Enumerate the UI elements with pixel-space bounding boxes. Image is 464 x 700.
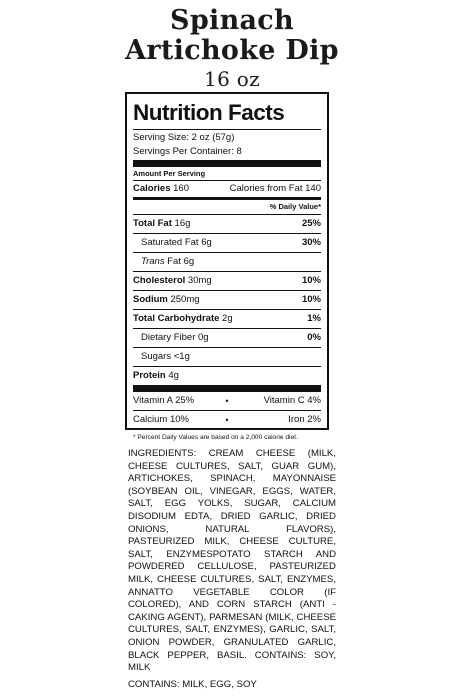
product-name-line1: Spinach xyxy=(170,5,294,36)
divider xyxy=(133,180,321,181)
daily-value-header-row xyxy=(133,202,321,212)
nutrient-label: Protein xyxy=(133,370,166,381)
bullet-icon: • xyxy=(225,415,229,425)
nutrient-amount: 6g xyxy=(201,237,212,248)
iron: Iron 2% xyxy=(288,414,321,425)
daily-value-footnote: * Percent Daily Values are based on a 2,000 calorie diet. xyxy=(133,434,298,441)
nutrient-label: Trans xyxy=(141,256,165,267)
product-size: 16 oz xyxy=(204,67,260,91)
daily-value-header: % Daily Value* xyxy=(269,202,321,211)
divider xyxy=(133,328,321,329)
nutrient-dv: 30% xyxy=(301,237,321,248)
divider xyxy=(133,129,321,130)
trans-fat-row xyxy=(133,256,321,268)
mineral-row xyxy=(133,414,321,426)
divider xyxy=(133,290,321,291)
saturated-fat-row xyxy=(133,237,321,249)
nutrient-label: Cholesterol xyxy=(133,275,186,286)
nutrient-amount: 30mg xyxy=(187,275,212,286)
calories-row xyxy=(133,183,321,195)
protein-row xyxy=(133,370,321,382)
divider xyxy=(133,410,321,411)
product-name-line2: Artichoke Dip xyxy=(125,35,339,66)
vitamin-a: Vitamin A 25% xyxy=(133,395,195,406)
vitamin-row xyxy=(133,395,321,407)
nutrient-amount: 0g xyxy=(198,332,209,343)
nutrition-facts-panel xyxy=(125,92,329,441)
nutrient-amount: 4g xyxy=(168,370,179,381)
divider-thick xyxy=(133,385,321,392)
nutrient-amount: 2g xyxy=(222,313,233,324)
calories-value: 160 xyxy=(173,183,189,194)
nutrient-dv: 0% xyxy=(307,332,321,343)
divider-medium xyxy=(133,197,321,200)
servings-per-container: Servings Per Container: 8 xyxy=(133,146,242,157)
nutrient-label: Dietary Fiber xyxy=(141,332,196,343)
allergen-contains: CONTAINS: MILK, EGG, SOY xyxy=(128,679,257,690)
cholesterol-row xyxy=(133,275,321,287)
sugars-row xyxy=(133,351,321,363)
divider xyxy=(133,233,321,234)
vitamin-c: Vitamin C 4% xyxy=(263,395,321,406)
nutrient-dv: 10% xyxy=(301,294,321,305)
divider xyxy=(133,271,321,272)
calories-label: Calories xyxy=(133,183,171,194)
amount-per-serving: Amount Per Serving xyxy=(133,169,206,178)
nutrient-amount: 250mg xyxy=(170,294,200,305)
divider xyxy=(133,347,321,348)
nutrient-label: Sodium xyxy=(133,294,168,305)
divider xyxy=(133,366,321,367)
bullet-icon: • xyxy=(225,396,229,406)
divider xyxy=(133,429,321,430)
nutrient-label: Total Carbohydrate xyxy=(133,313,220,324)
nutrient-label: Sugars xyxy=(141,351,172,362)
nutrient-amount: Fat 6g xyxy=(167,256,195,267)
divider xyxy=(133,214,321,215)
dietary-fiber-row xyxy=(133,332,321,344)
nutrient-label: Saturated Fat xyxy=(141,237,199,248)
serving-size: Serving Size: 2 oz (57g) xyxy=(133,132,235,143)
ingredients-text: INGREDIENTS: CREAM CHEESE (MILK, CHEESE CULTURES, SALT, GUAR GUM), ARTICHOKES, SPINACH, MAYONNAISE (SOYBEAN OIL, VINEGAR, EGGS, WATER, SALT, EGG YOLKS, SUGAR, CALCIUM DISODIUM EDTA, DRIED GARLIC, DRIED ONIONS, NATURAL FLAVORS), PASTEURIZED MILK, CHEESE CULTURE, SALT, ENZYMESPOTATO STARCH AND POWDERED CELLULOSE, PASTEURIZED MILK, CHEESE CULTURES, SALT, ENZYMES, ANNATTO VEGETABLE COLOR (IF COLORED), AND CORN STARCH (ANTI - CAKING AGENT), PARMESAN (MILK, CHEESE CULTURES, SALT, ENZYMES), GARLIC, SALT, ONION POWDER, GRANULATED GARLIC, BLACK PEPPER, BASIL. CONTAINS: SOY, MILK xyxy=(128,448,336,674)
nutrient-dv: 25% xyxy=(301,218,321,229)
nutrient-dv: 10% xyxy=(301,275,321,286)
total-carbohydrate-row xyxy=(133,313,321,325)
nutrient-amount: 16g xyxy=(174,218,191,229)
total-fat-row xyxy=(133,218,321,230)
nutrient-amount: <1g xyxy=(173,351,190,362)
nutrient-dv: 1% xyxy=(307,313,321,324)
calcium: Calcium 10% xyxy=(133,414,189,425)
calories-from-fat: Calories from Fat 140 xyxy=(229,183,321,194)
sodium-row xyxy=(133,294,321,306)
divider-thick xyxy=(133,160,321,167)
divider xyxy=(133,252,321,253)
divider xyxy=(133,309,321,310)
nutrition-facts-heading: Nutrition Facts xyxy=(133,100,285,125)
nutrient-label: Total Fat xyxy=(133,218,172,229)
